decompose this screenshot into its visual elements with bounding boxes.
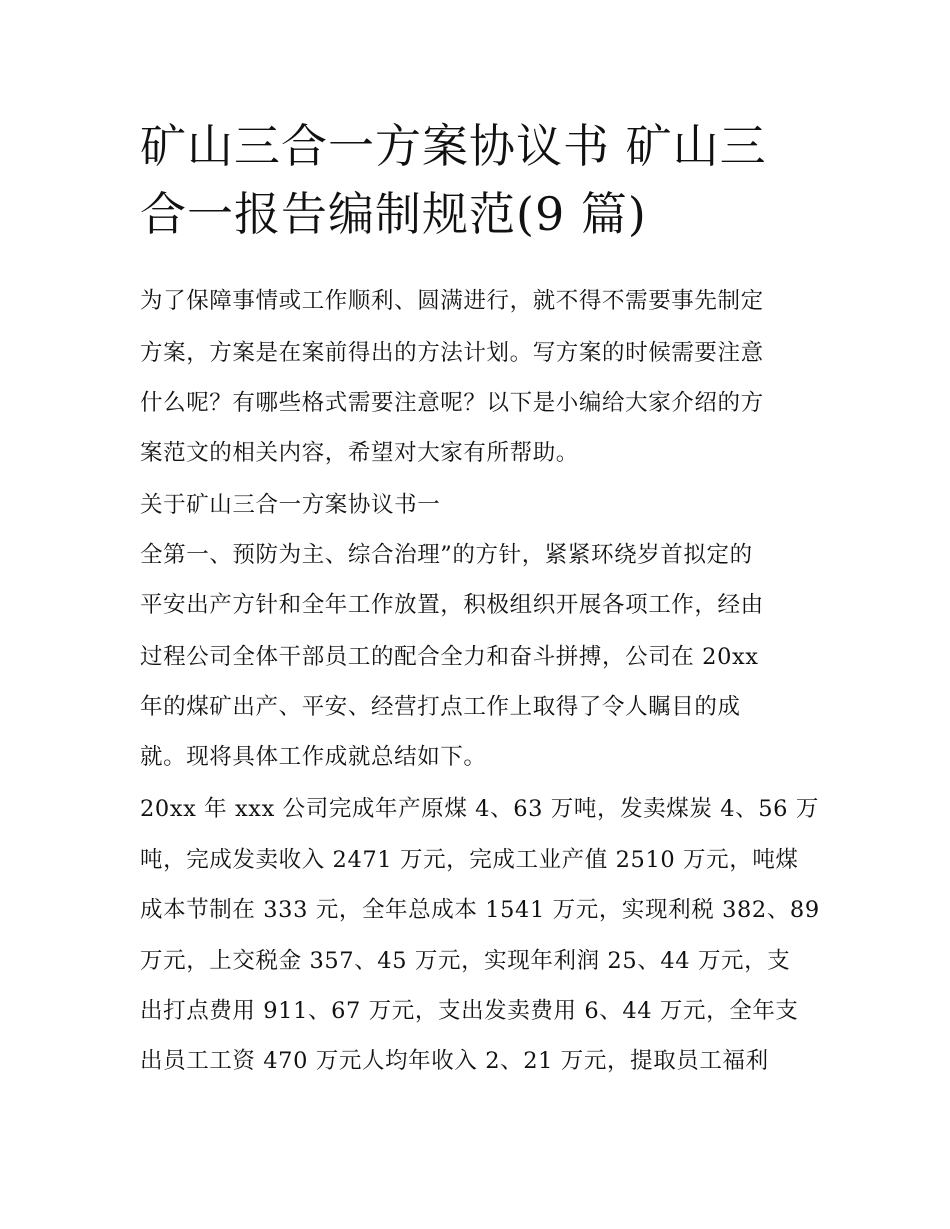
paragraph-line: 20xx 年 xxx 公司完成年产原煤 4、63 万吨，发卖煤炭 4、56 万 — [140, 796, 819, 822]
paragraph-line: 出打点费用 911、67 万元，支出发卖费用 6、44 万元，全年支 — [140, 998, 799, 1024]
paragraph-line: 平安出产方针和全年工作放置，积极组织开展各项工作，经由 — [140, 592, 764, 618]
paragraph-line: 万元，上交税金 357、45 万元，实现年利润 25、44 万元，支 — [140, 948, 791, 974]
paragraph-line: 就。现将具体工作成就总结如下。 — [140, 744, 487, 770]
intro-line: 方案，方案是在案前得出的方法计划。写方案的时候需要注意 — [140, 340, 764, 366]
paragraph-line: 过程公司全体干部员工的配合全力和奋斗拼搏，公司在 20xx — [140, 644, 759, 670]
paragraph-line: 年的煤矿出产、平安、经营打点工作上取得了令人瞩目的成 — [140, 694, 741, 720]
paragraph-line: 成本节制在 333 元，全年总成本 1541 万元，实现利税 382、89 — [140, 897, 820, 923]
section-heading: 关于矿山三合一方案协议书一 — [140, 492, 441, 518]
intro-line: 案范文的相关内容，希望对大家有所帮助。 — [140, 440, 579, 466]
intro-line: 什么呢？有哪些格式需要注意呢？以下是小编给大家介绍的方 — [140, 390, 764, 416]
intro-line: 为了保障事情或工作顺利、圆满进行，就不得不需要事先制定 — [140, 288, 764, 314]
title-line-1: 矿山三合一方案协议书 矿山三 — [140, 119, 767, 173]
document-title — [140, 112, 820, 248]
paragraph-line: 全第一、预防为主、综合治理”的方针，紧紧环绕岁首拟定的 — [140, 542, 753, 568]
paragraph-line: 出员工工资 470 万元人均年收入 2、21 万元，提取员工福利 — [140, 1048, 769, 1074]
title-line-2: 合一报告编制规范(9 篇) — [140, 187, 647, 241]
paragraph-line: 吨，完成发卖收入 2471 万元，完成工业产值 2510 万元，吨煤 — [140, 847, 799, 873]
